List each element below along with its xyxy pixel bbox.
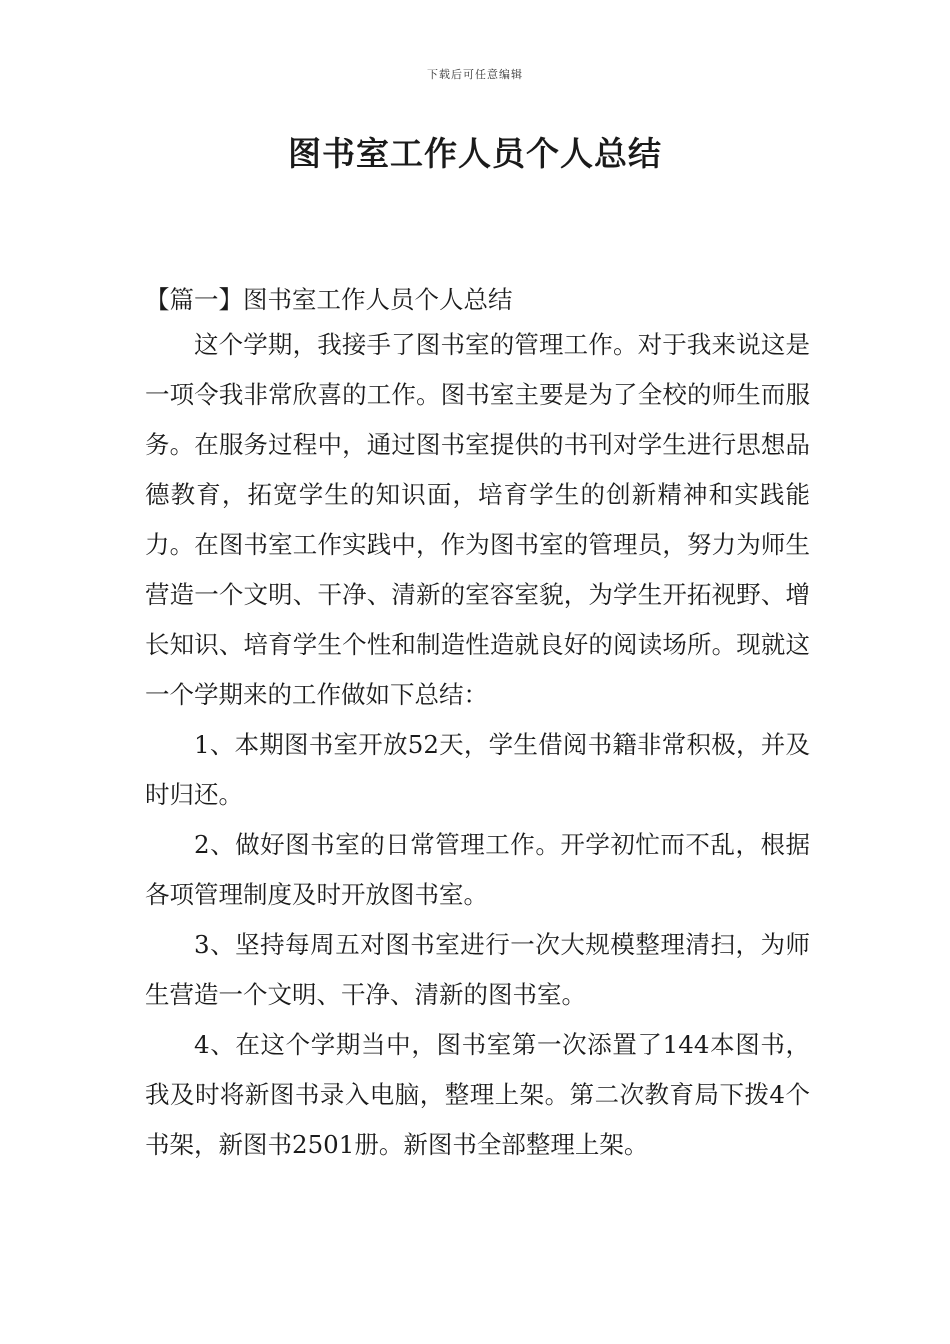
header-note: 下载后可任意编辑	[427, 68, 523, 81]
list-item-2: 2、做好图书室的日常管理工作。开学初忙而不乱，根据各项管理制度及时开放图书室。	[145, 830, 810, 909]
list-item-4: 4、在这个学期当中，图书室第一次添置了144本图书，我及时将新图书录入电脑，整理上架。第二次教育局下拨4个书架，新图书2501册。新图书全部整理上架。	[145, 1030, 810, 1159]
list-item-1: 1、本期图书室开放52天，学生借阅书籍非常积极，并及时归还。	[145, 730, 810, 809]
document-body	[145, 280, 810, 1170]
document-title: 图书室工作人员个人总结	[288, 134, 662, 173]
section-heading: 【篇一】图书室工作人员个人总结	[145, 285, 513, 314]
intro-paragraph: 这个学期，我接手了图书室的管理工作。对于我来说这是一项令我非常欣喜的工作。图书室主要是为了全校的师生而服务。在服务过程中，通过图书室提供的书刊对学生进行思想品德教育，拓宽学生的知识面，培育学生的创新精神和实践能力。在图书室工作实践中，作为图书室的管理员，努力为师生营造一个文明、干净、清新的室容室貌，为学生开拓视野、增长知识、培育学生个性和制造性造就良好的阅读场所。现就这一个学期来的工作做如下总结：	[145, 330, 810, 709]
list-item-3: 3、坚持每周五对图书室进行一次大规模整理清扫，为师生营造一个文明、干净、清新的图书室。	[145, 930, 810, 1009]
